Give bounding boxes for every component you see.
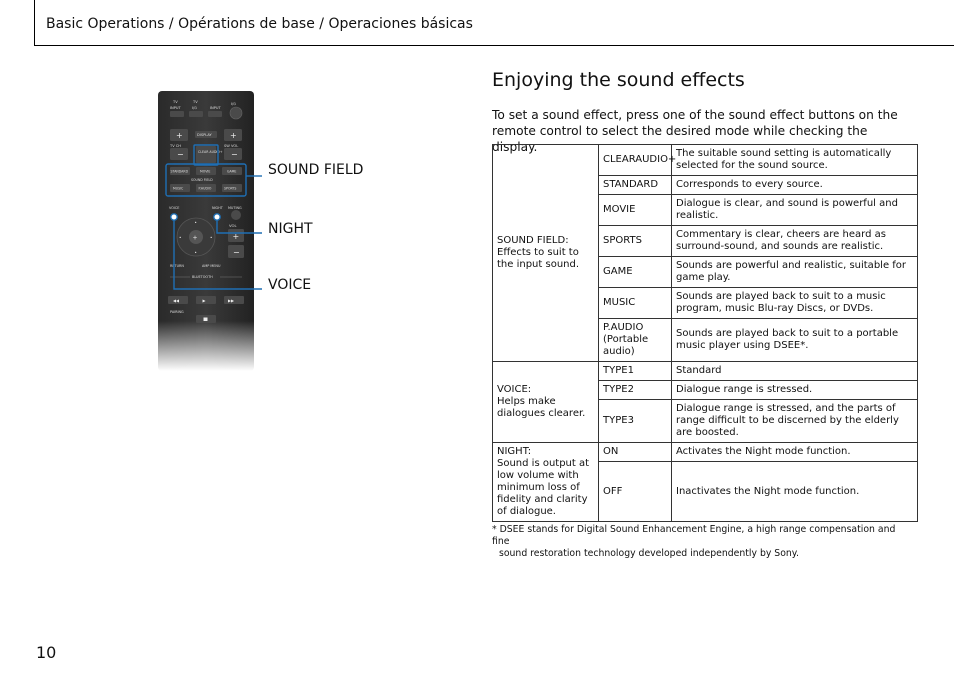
minus-icon: − <box>233 248 240 257</box>
footnote-line-2: sound restoration technology developed independently by Sony. <box>499 548 799 559</box>
desc-cell: Dialogue is clear, and sound is powerful and realistic. <box>672 195 918 226</box>
display-label: DISPLAY <box>197 133 212 137</box>
desc-cell: Sounds are played back to suit to a portable music player using DSEE*. <box>672 319 918 362</box>
desc-cell: Corresponds to every source. <box>672 176 918 195</box>
enter-icon: + <box>192 234 198 242</box>
mode-note: (Portable audio) <box>603 334 649 357</box>
minus-icon: − <box>231 150 238 159</box>
arrow-right-icon: • <box>210 235 213 240</box>
group-desc: Sound is output at low volume with minimum loss of fidelity and clarity of dialogue. <box>497 458 590 517</box>
mode-cell: GAME <box>599 257 672 288</box>
night-label: NIGHT <box>212 206 223 210</box>
mode-cell: TYPE1 <box>599 362 672 381</box>
plus-icon: + <box>176 131 183 140</box>
mode-cell: MUSIC <box>599 288 672 319</box>
mode-cell: TYPE2 <box>599 381 672 400</box>
night-callout: NIGHT <box>268 221 313 237</box>
night-callout-line <box>217 220 262 233</box>
mode-cell: ON <box>599 443 672 462</box>
standard-label: STANDARD <box>170 169 189 174</box>
paudio-label: P.AUDIO <box>198 186 212 191</box>
movie-label: MOVIE <box>200 169 211 174</box>
desc-cell: Standard <box>672 362 918 381</box>
voice-callout: VOICE <box>268 277 312 293</box>
group-title: VOICE: <box>497 384 532 395</box>
rewind-icon: ◂◂ <box>173 297 180 305</box>
music-label: MUSIC <box>173 186 184 191</box>
group-title: SOUND FIELD: <box>497 235 569 246</box>
voice-callout-line <box>174 220 262 289</box>
remote-label-tv: TV <box>173 100 178 104</box>
mode-cell: MOVIE <box>599 195 672 226</box>
clearaudio-label: CLEAR AUDIO+ <box>198 150 223 154</box>
header-title: Basic Operations / Opérations de base / Operaciones básicas <box>46 16 473 32</box>
mode-cell: OFF <box>599 462 672 522</box>
page-number: 10 <box>36 643 57 662</box>
desc-cell: Sounds are powerful and realistic, suitable for game play. <box>672 257 918 288</box>
mode-cell: SPORTS <box>599 226 672 257</box>
remote-label-input: INPUT <box>210 106 221 110</box>
remote-label-power: I/⏻ <box>231 102 237 106</box>
sound-field-label: SOUND FIELD <box>191 178 213 182</box>
group-desc: Helps make dialogues clearer. <box>497 396 586 419</box>
amp-menu-label: AMP MENU <box>202 264 221 268</box>
section-intro: To set a sound effect, press one of the sound effect buttons on the remote control to select the desired mode while checking the display. <box>492 108 898 154</box>
desc-cell: Dialogue range is stressed. <box>672 381 918 400</box>
desc-cell: Sounds are played back to suit to a music program, music Blu-ray Discs, or DVDs. <box>672 288 918 319</box>
mode-cell: TYPE3 <box>599 400 672 443</box>
mode-cell: STANDARD <box>599 176 672 195</box>
game-label: GAME <box>227 169 237 174</box>
return-label: RETURN <box>170 264 184 268</box>
remote-label-tv-power: I/⏻ <box>192 106 198 110</box>
arrow-down-icon: • <box>194 250 197 255</box>
muting-label: MUTING <box>228 206 242 210</box>
tv-ch-label: TV CH <box>170 144 182 148</box>
plus-icon: + <box>232 232 240 241</box>
vol-label: VOL <box>229 223 237 228</box>
sw-vol-label: SW VOL <box>224 144 239 148</box>
desc-cell: The suitable sound setting is automatically selected for the sound source. <box>672 145 918 176</box>
arrow-up-icon: • <box>194 220 197 225</box>
bluetooth-label: BLUETOOTH <box>192 275 213 279</box>
mode-cell: CLEARAUDIO+ <box>599 145 672 176</box>
footnote-line-1: * DSEE stands for Digital Sound Enhancement Engine, a high range compensation and fine <box>492 524 896 547</box>
desc-cell: Inactivates the Night mode function. <box>672 462 918 522</box>
remote-label-tv-input: INPUT <box>170 106 181 110</box>
section-title: Enjoying the sound effects <box>492 69 745 91</box>
play-icon: ▸ <box>202 297 206 305</box>
minus-icon: − <box>177 150 184 159</box>
plus-icon: + <box>230 131 237 140</box>
fast-forward-icon: ▸▸ <box>228 297 235 305</box>
pairing-label: PAIRING <box>170 310 184 314</box>
group-desc: Effects to suit to the input sound. <box>497 247 580 270</box>
desc-cell: Activates the Night mode function. <box>672 443 918 462</box>
group-title: NIGHT: <box>497 446 532 457</box>
voice-label: VOICE <box>169 206 180 210</box>
desc-cell: Dialogue range is stressed, and the parts of range difficult to be discerned by the elderly are boosted. <box>672 400 918 443</box>
remote-label-tv-2: TV <box>193 100 198 104</box>
sound-field-callout: SOUND FIELD <box>268 162 364 178</box>
desc-cell: Commentary is clear, cheers are heard as surround-sound, and sounds are realistic. <box>672 226 918 257</box>
arrow-left-icon: • <box>179 235 182 240</box>
mode-label: P.AUDIO <box>603 322 644 333</box>
sports-label: SPORTS <box>224 186 237 191</box>
